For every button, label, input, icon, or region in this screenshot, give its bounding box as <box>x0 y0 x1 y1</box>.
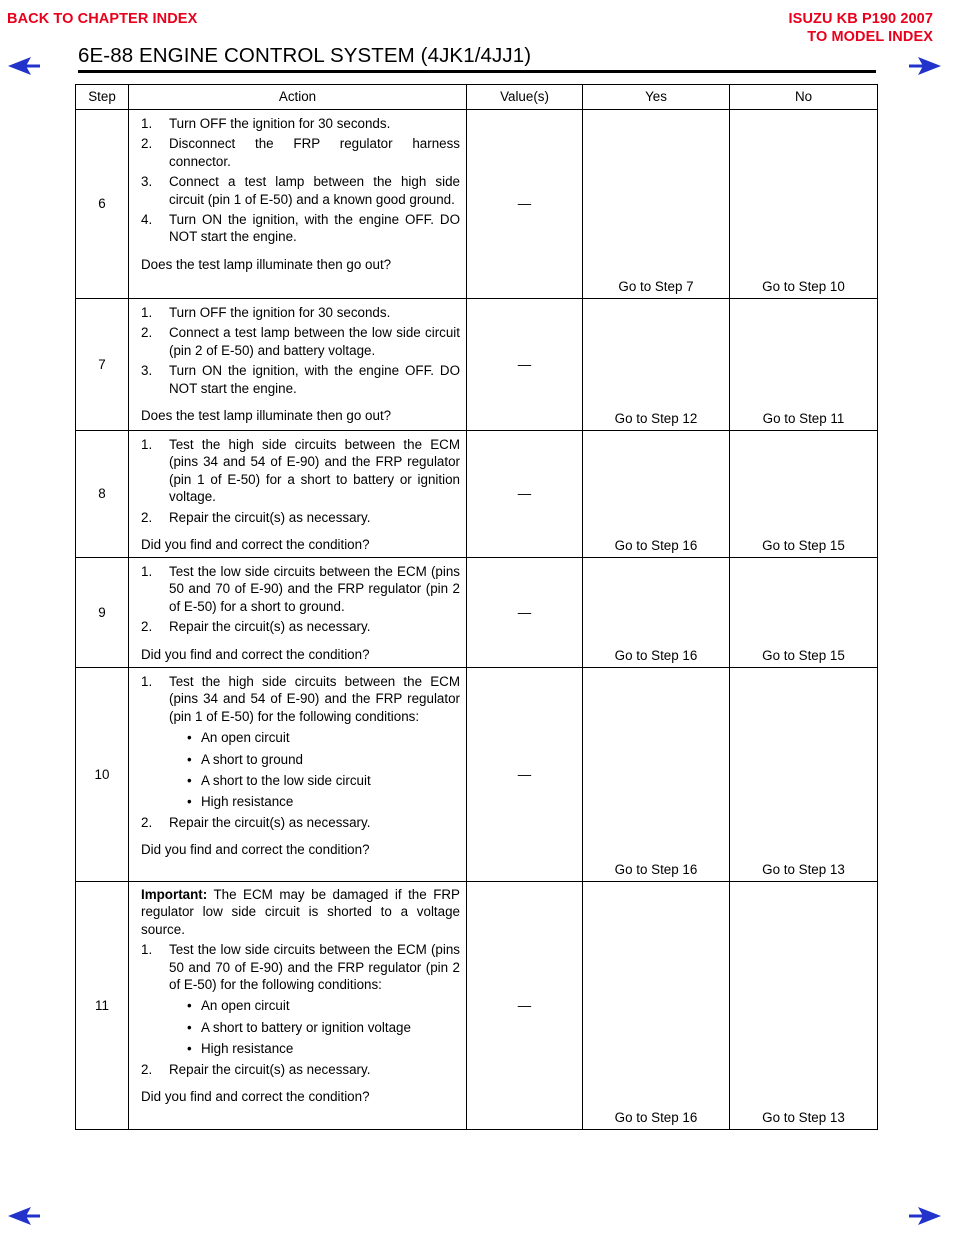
next-page-arrow-icon[interactable] <box>908 1206 942 1226</box>
bullet-icon: • <box>187 998 192 1014</box>
yes-cell: Go to Step 7 <box>583 110 730 299</box>
item-text: Turn OFF the ignition for 30 seconds. <box>169 116 391 131</box>
item-number: 1. <box>141 674 153 689</box>
numbered-item <box>141 173 460 208</box>
item-number: 2. <box>141 814 153 830</box>
item-text: Turn ON the ignition, with the engine OFF. DO NOT start the engine. <box>169 363 460 396</box>
table-row <box>76 299 878 431</box>
numbered-item <box>141 135 460 170</box>
numbered-item <box>141 115 460 132</box>
bullet-text: An open circuit <box>201 998 290 1014</box>
item-number: 3. <box>141 174 153 190</box>
step-number: 9 <box>76 558 129 668</box>
bullet-icon: • <box>187 1019 192 1035</box>
item-text: Turn OFF the ignition for 30 seconds. <box>169 305 391 320</box>
item-text: Repair the circuit(s) as necessary. <box>169 619 371 635</box>
item-text: Connect a test lamp between the high side circuit (pin 1 of E-50) and a known good ground. <box>169 174 460 207</box>
table-row <box>76 431 878 558</box>
value-cell: — <box>467 110 583 299</box>
bullet-icon: • <box>187 751 192 767</box>
value-cell: — <box>467 668 583 882</box>
numbered-item <box>141 362 460 397</box>
step-number: 6 <box>76 110 129 299</box>
item-text: Connect a test lamp between the low side circuit (pin 2 of E-50) and battery voltage. <box>169 325 460 358</box>
step-number: 7 <box>76 299 129 431</box>
step-number: 10 <box>76 668 129 882</box>
action-question: Did you find and correct the condition? <box>141 842 370 858</box>
bullet-icon: • <box>187 773 192 789</box>
yes-cell: Go to Step 16 <box>583 882 730 1130</box>
action-cell <box>129 110 467 299</box>
bullet-icon: • <box>187 1041 192 1057</box>
to-model-index-link[interactable]: TO MODEL INDEX <box>807 29 933 45</box>
bullet-text: High resistance <box>201 1041 294 1057</box>
bullet-item <box>141 793 460 810</box>
numbered-item <box>141 941 460 993</box>
action-question: Did you find and correct the condition? <box>141 646 370 662</box>
value-cell: — <box>467 431 583 558</box>
next-page-arrow-icon[interactable] <box>908 56 942 76</box>
column-header: Action <box>129 85 467 110</box>
bullet-item <box>141 772 460 789</box>
item-text: Test the high side circuits between the ECM (pins 34 and 54 of E-90) and the FRP regulator (pin 1 of E-50) for the following conditions: <box>169 674 460 724</box>
numbered-item <box>141 1061 460 1078</box>
numbered-item <box>141 304 460 321</box>
value-cell: — <box>467 882 583 1130</box>
column-header: Yes <box>583 85 730 110</box>
model-title: ISUZU KB P190 2007 <box>788 11 933 27</box>
item-text: Test the high side circuits between the ECM (pins 34 and 54 of E-90) and the FRP regulator (pin 1 of E-50) for a short to battery or ignition voltage. <box>169 437 460 505</box>
item-number: 1. <box>141 116 153 131</box>
item-text: Turn ON the ignition, with the engine OFF. DO NOT start the engine. <box>169 212 460 245</box>
bullet-item <box>141 997 460 1014</box>
table-row <box>76 558 878 668</box>
action-cell <box>129 299 467 431</box>
no-cell: Go to Step 10 <box>730 110 878 299</box>
numbered-item <box>141 563 460 615</box>
item-text: Repair the circuit(s) as necessary. <box>169 1061 371 1077</box>
numbered-item <box>141 436 460 506</box>
item-number: 4. <box>141 212 153 228</box>
numbered-item <box>141 211 460 246</box>
table-row <box>76 882 878 1130</box>
heading-rule <box>78 70 876 73</box>
value-cell: — <box>467 558 583 668</box>
yes-cell: Go to Step 12 <box>583 299 730 431</box>
important-text: The ECM may be damaged if the FRP regulator low side circuit is shorted to a voltage source. <box>141 887 460 937</box>
action-question: Did you find and correct the condition? <box>141 1089 370 1105</box>
table-header-row <box>76 85 878 110</box>
back-to-chapter-index-link[interactable]: BACK TO CHAPTER INDEX <box>7 11 198 27</box>
item-text: Disconnect the FRP regulator harness connector. <box>169 136 460 169</box>
column-header: Value(s) <box>467 85 583 110</box>
action-question: Does the test lamp illuminate then go out? <box>141 408 392 424</box>
item-number: 3. <box>141 363 153 379</box>
item-text: Test the low side circuits between the ECM (pins 50 and 70 of E-90) and the FRP regulator (pin 2 of E-50) for a short to ground. <box>169 564 460 614</box>
bullet-text: A short to battery or ignition voltage <box>201 1019 411 1035</box>
yes-cell: Go to Step 16 <box>583 668 730 882</box>
previous-page-arrow-icon[interactable] <box>7 1206 41 1226</box>
item-text: Test the low side circuits between the ECM (pins 50 and 70 of E-90) and the FRP regulator (pin 2 of E-50) for the following conditions: <box>169 942 460 993</box>
action-question: Did you find and correct the condition? <box>141 537 370 553</box>
no-cell: Go to Step 15 <box>730 558 878 668</box>
bullet-text: An open circuit <box>201 730 290 746</box>
page-heading: 6E-88 ENGINE CONTROL SYSTEM (4JK1/4JJ1) <box>78 44 532 67</box>
numbered-item <box>141 673 460 725</box>
yes-cell: Go to Step 16 <box>583 431 730 558</box>
item-number: 1. <box>141 564 153 579</box>
bullet-text: A short to the low side circuit <box>201 773 371 789</box>
no-cell: Go to Step 13 <box>730 882 878 1130</box>
numbered-item <box>141 814 460 831</box>
bullet-item <box>141 1019 460 1036</box>
bullet-icon: • <box>187 794 192 810</box>
step-number: 8 <box>76 431 129 558</box>
no-cell: Go to Step 13 <box>730 668 878 882</box>
item-number: 1. <box>141 305 153 320</box>
action-cell <box>129 431 467 558</box>
item-number: 2. <box>141 1061 153 1077</box>
bullet-text: A short to ground <box>201 751 303 767</box>
table-row <box>76 110 878 299</box>
step-number: 11 <box>76 882 129 1130</box>
column-header: No <box>730 85 878 110</box>
diagnostic-table <box>75 84 878 1130</box>
item-text: Repair the circuit(s) as necessary. <box>169 509 371 525</box>
numbered-item <box>141 324 460 359</box>
action-question: Does the test lamp illuminate then go out? <box>141 256 392 272</box>
important-note <box>141 886 460 938</box>
item-number: 2. <box>141 136 153 152</box>
item-number: 2. <box>141 325 153 341</box>
column-header: Step <box>76 85 129 110</box>
action-cell <box>129 668 467 882</box>
numbered-item <box>141 509 460 526</box>
bullet-item <box>141 1040 460 1057</box>
bullet-text: High resistance <box>201 794 294 810</box>
item-text: Repair the circuit(s) as necessary. <box>169 814 371 830</box>
value-cell: — <box>467 299 583 431</box>
important-label: Important: <box>141 887 208 902</box>
item-number: 1. <box>141 942 153 958</box>
item-number: 2. <box>141 509 153 525</box>
action-cell <box>129 558 467 668</box>
bullet-item <box>141 751 460 768</box>
numbered-item <box>141 618 460 635</box>
bullet-icon: • <box>187 730 192 746</box>
action-cell <box>129 882 467 1130</box>
bullet-item <box>141 729 460 746</box>
item-number: 1. <box>141 437 153 452</box>
no-cell: Go to Step 15 <box>730 431 878 558</box>
previous-page-arrow-icon[interactable] <box>7 56 41 76</box>
item-number: 2. <box>141 619 153 635</box>
table-row <box>76 668 878 882</box>
no-cell: Go to Step 11 <box>730 299 878 431</box>
yes-cell: Go to Step 16 <box>583 558 730 668</box>
